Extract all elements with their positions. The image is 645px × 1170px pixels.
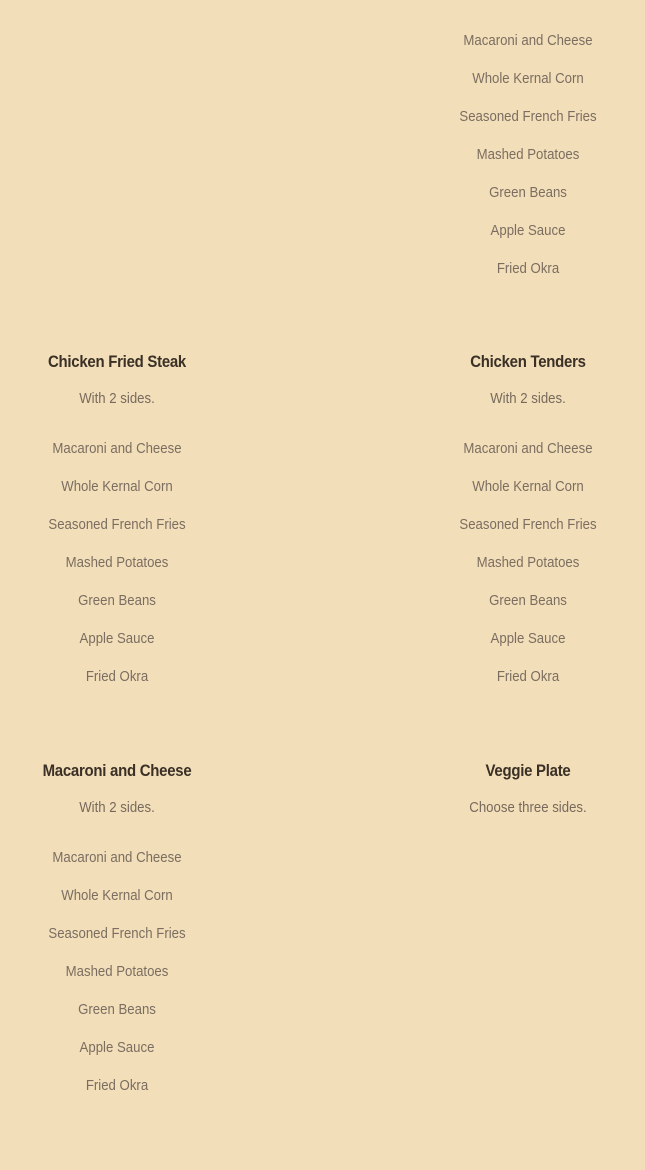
side-item: Seasoned French Fries xyxy=(48,516,186,533)
side-item: Whole Kernal Corn xyxy=(61,887,173,904)
side-list xyxy=(0,850,247,1116)
side-list xyxy=(398,441,645,707)
side-item: Fried Okra xyxy=(496,260,560,277)
menu-item-chicken-tenders xyxy=(398,353,645,707)
menu-item-title: Chicken Fried Steak xyxy=(48,352,186,371)
side-item: Apple Sauce xyxy=(490,630,566,647)
side-item: Whole Kernal Corn xyxy=(472,70,584,87)
menu-item-subtitle: With 2 sides. xyxy=(490,390,566,407)
side-item: Mashed Potatoes xyxy=(65,554,169,571)
side-item: Green Beans xyxy=(78,592,156,609)
menu-item-subtitle: Choose three sides. xyxy=(469,799,587,816)
side-item: Macaroni and Cheese xyxy=(52,849,182,866)
menu-item-veggie-plate xyxy=(398,762,645,850)
menu-item-title: Chicken Tenders xyxy=(470,352,586,371)
side-item: Seasoned French Fries xyxy=(459,516,597,533)
side-item: Green Beans xyxy=(78,1001,156,1018)
side-item: Whole Kernal Corn xyxy=(472,478,584,495)
side-item: Fried Okra xyxy=(85,1077,149,1094)
side-list xyxy=(0,441,247,707)
side-item: Apple Sauce xyxy=(79,1039,155,1056)
side-item: Mashed Potatoes xyxy=(65,963,169,980)
side-item: Whole Kernal Corn xyxy=(61,478,173,495)
menu-item-chicken-fried-steak xyxy=(0,353,247,707)
side-item: Green Beans xyxy=(489,592,567,609)
side-item: Macaroni and Cheese xyxy=(463,32,593,49)
side-item: Macaroni and Cheese xyxy=(52,440,182,457)
side-list xyxy=(398,33,645,299)
side-item: Mashed Potatoes xyxy=(476,146,580,163)
menu-item-subtitle: With 2 sides. xyxy=(79,390,155,407)
side-item: Fried Okra xyxy=(496,668,560,685)
side-item: Seasoned French Fries xyxy=(48,925,186,942)
menu-item-partial-top xyxy=(398,33,645,299)
menu-item-title: Macaroni and Cheese xyxy=(42,761,192,780)
menu-item-subtitle: With 2 sides. xyxy=(79,799,155,816)
side-item: Apple Sauce xyxy=(79,630,155,647)
side-item: Apple Sauce xyxy=(490,222,566,239)
side-item: Macaroni and Cheese xyxy=(463,440,593,457)
menu-item-title: Veggie Plate xyxy=(485,761,571,780)
menu-item-macaroni-and-cheese xyxy=(0,762,247,1116)
side-item: Fried Okra xyxy=(85,668,149,685)
side-item: Mashed Potatoes xyxy=(476,554,580,571)
side-item: Green Beans xyxy=(489,184,567,201)
side-item: Seasoned French Fries xyxy=(459,108,597,125)
